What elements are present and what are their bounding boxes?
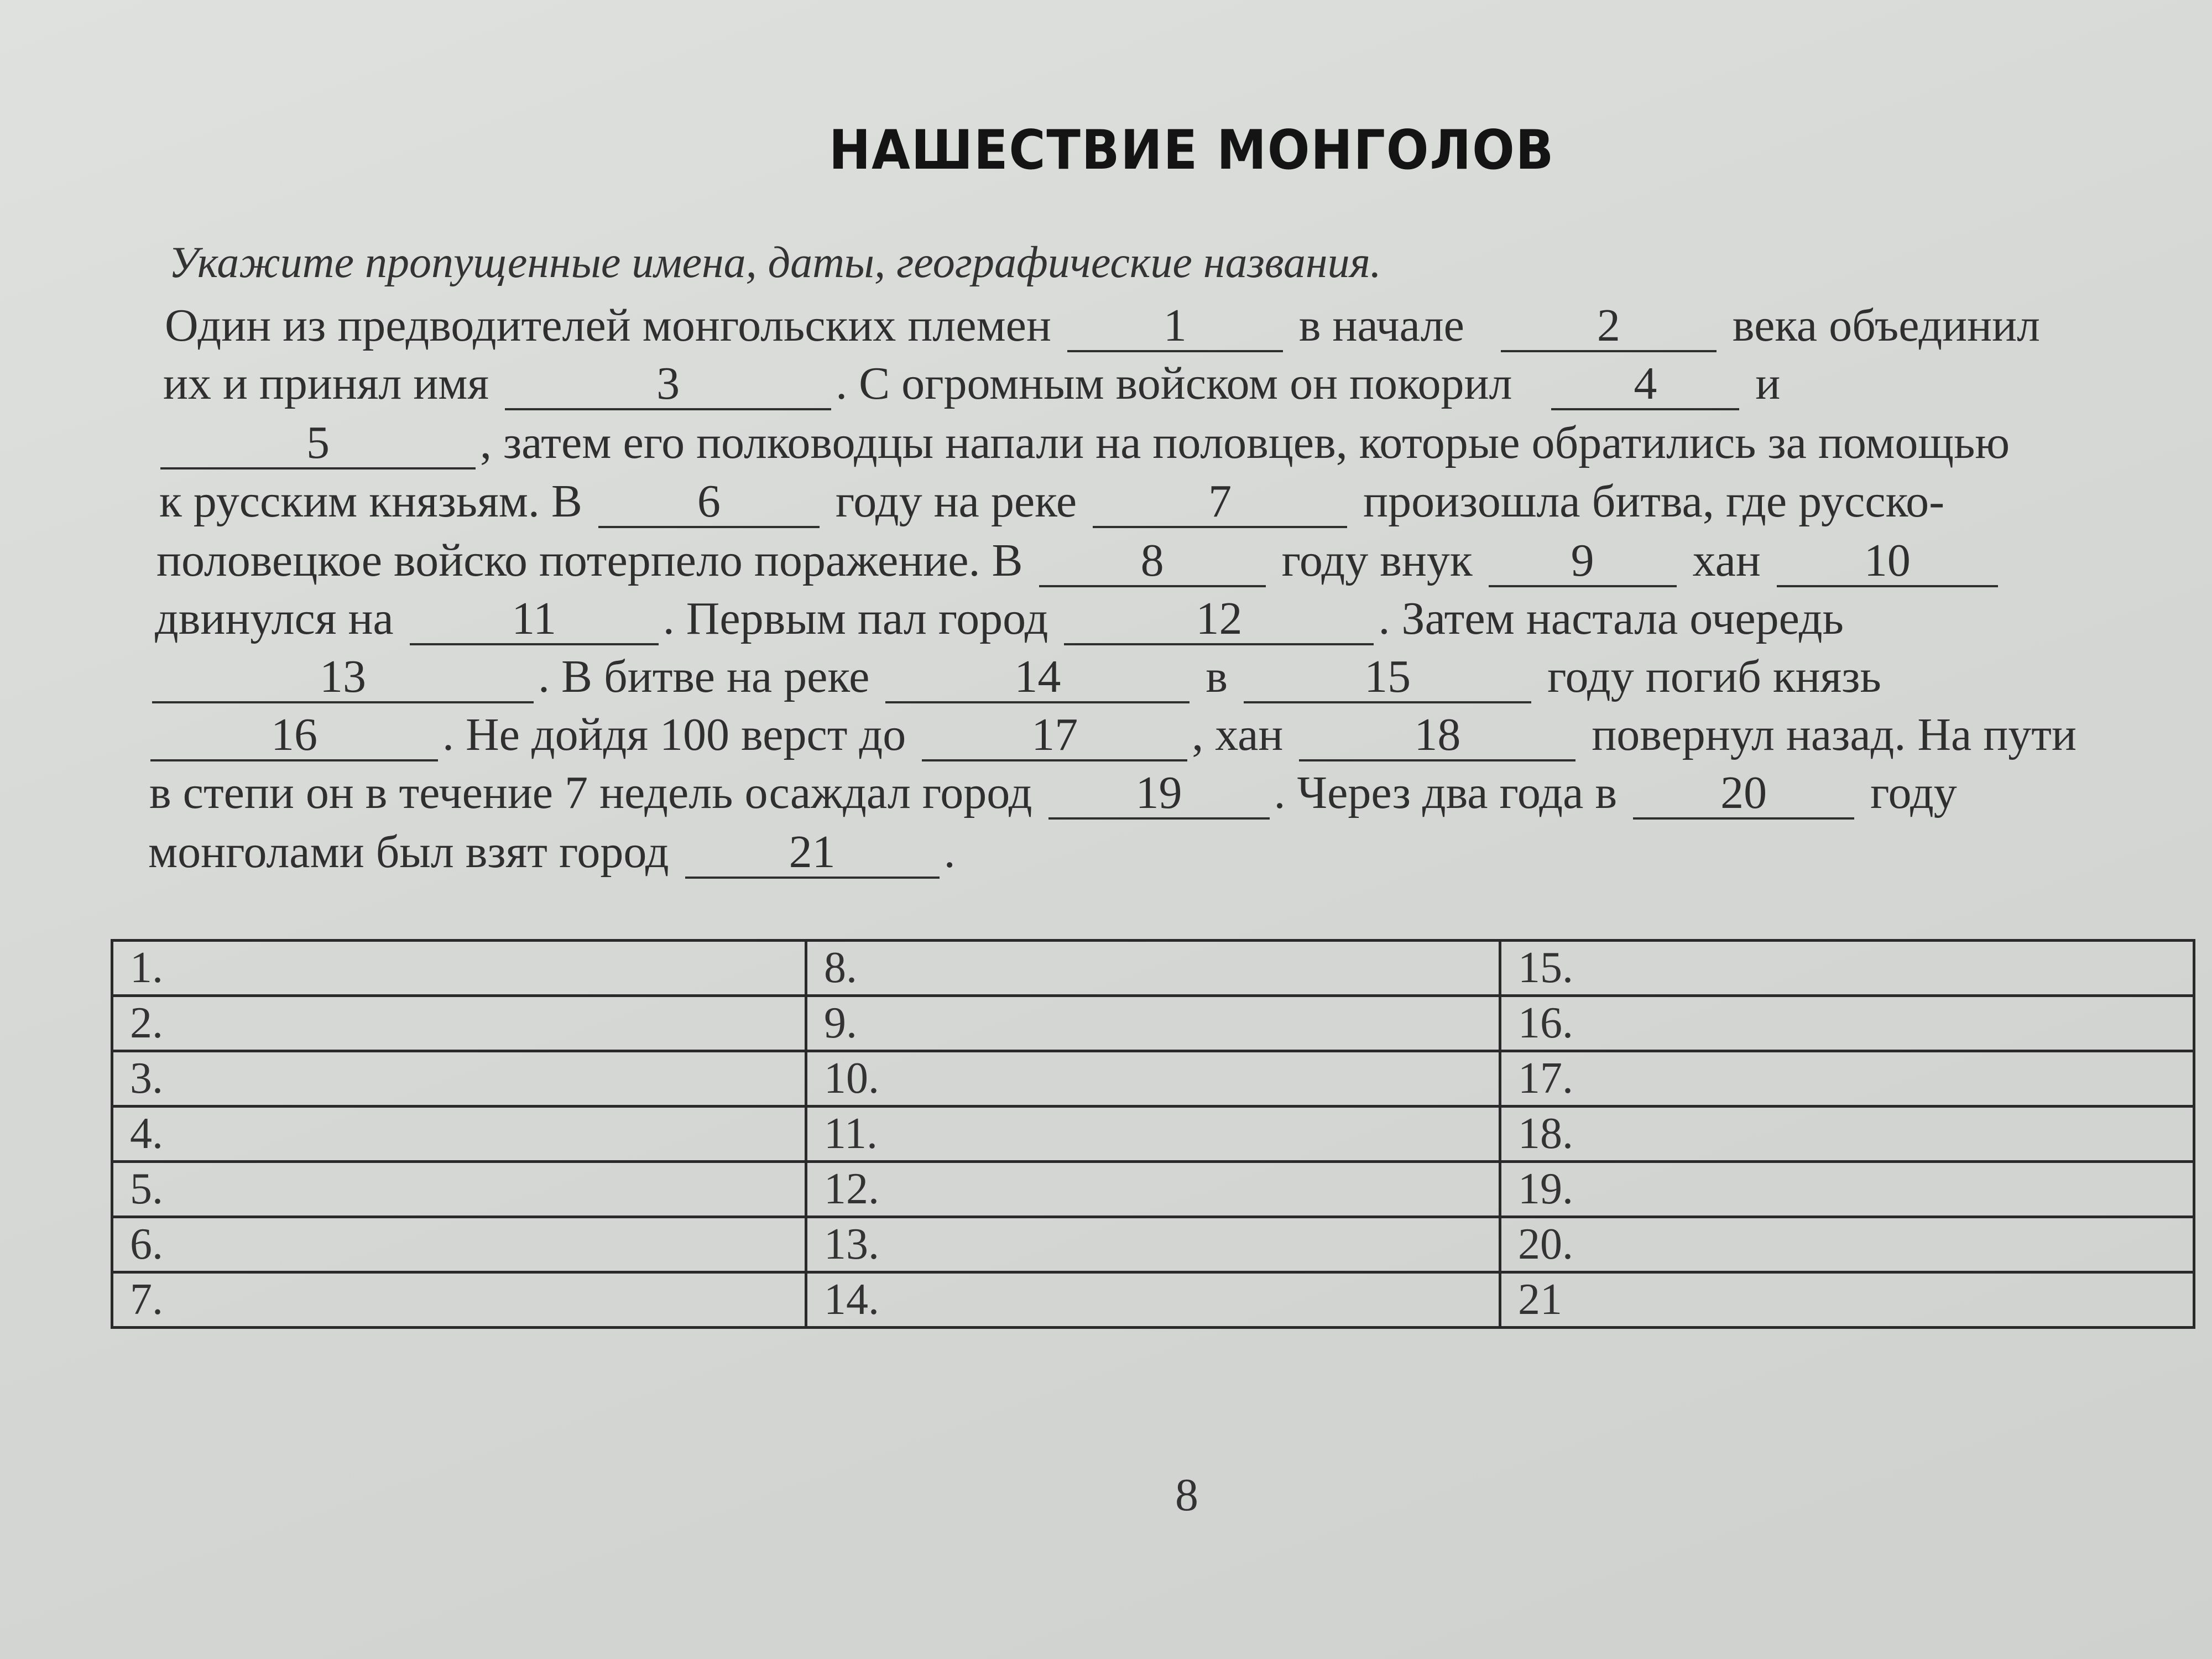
- answer-table-body: [112, 941, 2194, 1328]
- text-fragment: в степи он в течение 7 недель осаждал город: [149, 767, 1032, 818]
- answer-cell[interactable]: 14.: [806, 1272, 1500, 1328]
- table-row: [112, 1217, 2194, 1272]
- answer-cell[interactable]: 21: [1500, 1272, 2194, 1328]
- text-fragment: монголами был взят город: [148, 826, 669, 878]
- table-row: [112, 1162, 2194, 1217]
- text-fragment: хан: [1692, 535, 1761, 586]
- answer-cell[interactable]: 6.: [112, 1217, 806, 1272]
- blank-10[interactable]: 10: [1777, 536, 1998, 587]
- answer-cell[interactable]: 11.: [806, 1107, 1500, 1162]
- text-line-5: [156, 534, 2002, 587]
- answer-cell[interactable]: 1.: [112, 941, 806, 996]
- blank-8[interactable]: 8: [1039, 536, 1266, 587]
- blank-6[interactable]: 6: [598, 477, 820, 528]
- text-fragment: произошла битва, где русско-: [1363, 476, 1945, 527]
- text-fragment: двинулся на: [155, 593, 394, 644]
- blank-2[interactable]: 2: [1501, 301, 1717, 352]
- text-fragment: году внук: [1281, 535, 1473, 586]
- text-fragment: их и принял имя: [163, 358, 489, 409]
- text-fragment: , хан: [1192, 709, 1284, 760]
- answer-cell[interactable]: 10.: [806, 1051, 1500, 1107]
- answer-cell[interactable]: 12.: [806, 1162, 1500, 1217]
- text-line-9: [149, 766, 1957, 820]
- answer-cell[interactable]: 8.: [806, 941, 1500, 996]
- table-row: [112, 1107, 2194, 1162]
- text-line-1: [165, 299, 2040, 352]
- blank-13[interactable]: 13: [152, 653, 534, 703]
- text-fragment: Один из предводителей монгольских племен: [165, 300, 1051, 351]
- blank-19[interactable]: 19: [1048, 769, 1270, 820]
- blank-4[interactable]: 4: [1551, 359, 1739, 410]
- text-line-7: [152, 650, 1881, 703]
- blank-18[interactable]: 18: [1299, 711, 1575, 761]
- answer-table: [111, 939, 2195, 1329]
- answer-cell[interactable]: 9.: [806, 996, 1500, 1051]
- text-line-3: [160, 416, 2010, 469]
- text-fragment: века объединил: [1732, 300, 2040, 351]
- text-line-4: [159, 474, 1944, 528]
- answer-cell[interactable]: 19.: [1500, 1162, 2194, 1217]
- table-row: [112, 1272, 2194, 1328]
- blank-3[interactable]: 3: [505, 359, 831, 410]
- text-fragment: . Не дойдя 100 верст до: [442, 709, 906, 760]
- answer-cell[interactable]: 7.: [112, 1272, 806, 1328]
- text-line-8: [150, 708, 2077, 761]
- text-fragment: , затем его полководцы напали на половцев, которые обратились за помощью: [480, 417, 2010, 468]
- answer-cell[interactable]: 13.: [806, 1217, 1500, 1272]
- text-fragment: . С огромным войском он покорил: [836, 358, 1512, 409]
- text-fragment: году: [1870, 767, 1957, 818]
- blank-9[interactable]: 9: [1489, 536, 1677, 587]
- blank-20[interactable]: 20: [1633, 769, 1854, 820]
- text-fragment: половецкое войско потерпело поражение. В: [156, 535, 1023, 586]
- answer-cell[interactable]: 15.: [1500, 941, 2194, 996]
- answer-cell[interactable]: 2.: [112, 996, 806, 1051]
- blank-11[interactable]: 11: [410, 594, 659, 645]
- text-line-6: [155, 592, 1844, 645]
- blank-12[interactable]: 12: [1064, 594, 1374, 645]
- text-fragment: .: [943, 826, 956, 878]
- table-row: [112, 1051, 2194, 1107]
- answer-cell[interactable]: 20.: [1500, 1217, 2194, 1272]
- text-fragment: к русским князьям. В: [159, 476, 582, 527]
- answer-cell[interactable]: 3.: [112, 1051, 806, 1107]
- answer-cell[interactable]: 5.: [112, 1162, 806, 1217]
- answer-cell[interactable]: 4.: [112, 1107, 806, 1162]
- text-fragment: году погиб князь: [1547, 651, 1881, 702]
- text-fragment: году на реке: [835, 476, 1077, 527]
- blank-14[interactable]: 14: [885, 653, 1190, 703]
- text-fragment: и: [1755, 358, 1781, 409]
- text-fragment: . В битве на реке: [538, 651, 870, 702]
- table-row: [112, 996, 2194, 1051]
- blank-5[interactable]: 5: [160, 419, 476, 469]
- blank-17[interactable]: 17: [922, 711, 1187, 761]
- text-line-10: [148, 825, 956, 879]
- blank-16[interactable]: 16: [150, 711, 438, 761]
- instruction-text: Укажите пропущенные имена, даты, географические названия.: [169, 238, 1381, 287]
- blank-15[interactable]: 15: [1244, 653, 1531, 703]
- text-fragment: . Затем настала очередь: [1378, 593, 1844, 644]
- text-fragment: . Первым пал город: [662, 593, 1048, 644]
- text-fragment: . Через два года в: [1274, 767, 1618, 818]
- text-line-2: [163, 357, 1780, 410]
- answer-cell[interactable]: 18.: [1500, 1107, 2194, 1162]
- table-row: [112, 941, 2194, 996]
- blank-1[interactable]: 1: [1067, 301, 1283, 352]
- answer-cell[interactable]: 17.: [1500, 1051, 2194, 1107]
- blank-7[interactable]: 7: [1093, 477, 1347, 528]
- blank-21[interactable]: 21: [685, 828, 940, 879]
- page-title: НАШЕСТВИЕ МОНГОЛОВ: [828, 119, 1555, 182]
- answer-cell[interactable]: 16.: [1500, 996, 2194, 1051]
- page-number: 8: [1175, 1469, 1198, 1521]
- text-fragment: в: [1206, 651, 1228, 702]
- text-fragment: в начале: [1298, 300, 1464, 351]
- text-fragment: повернул назад. На пути: [1592, 709, 2077, 760]
